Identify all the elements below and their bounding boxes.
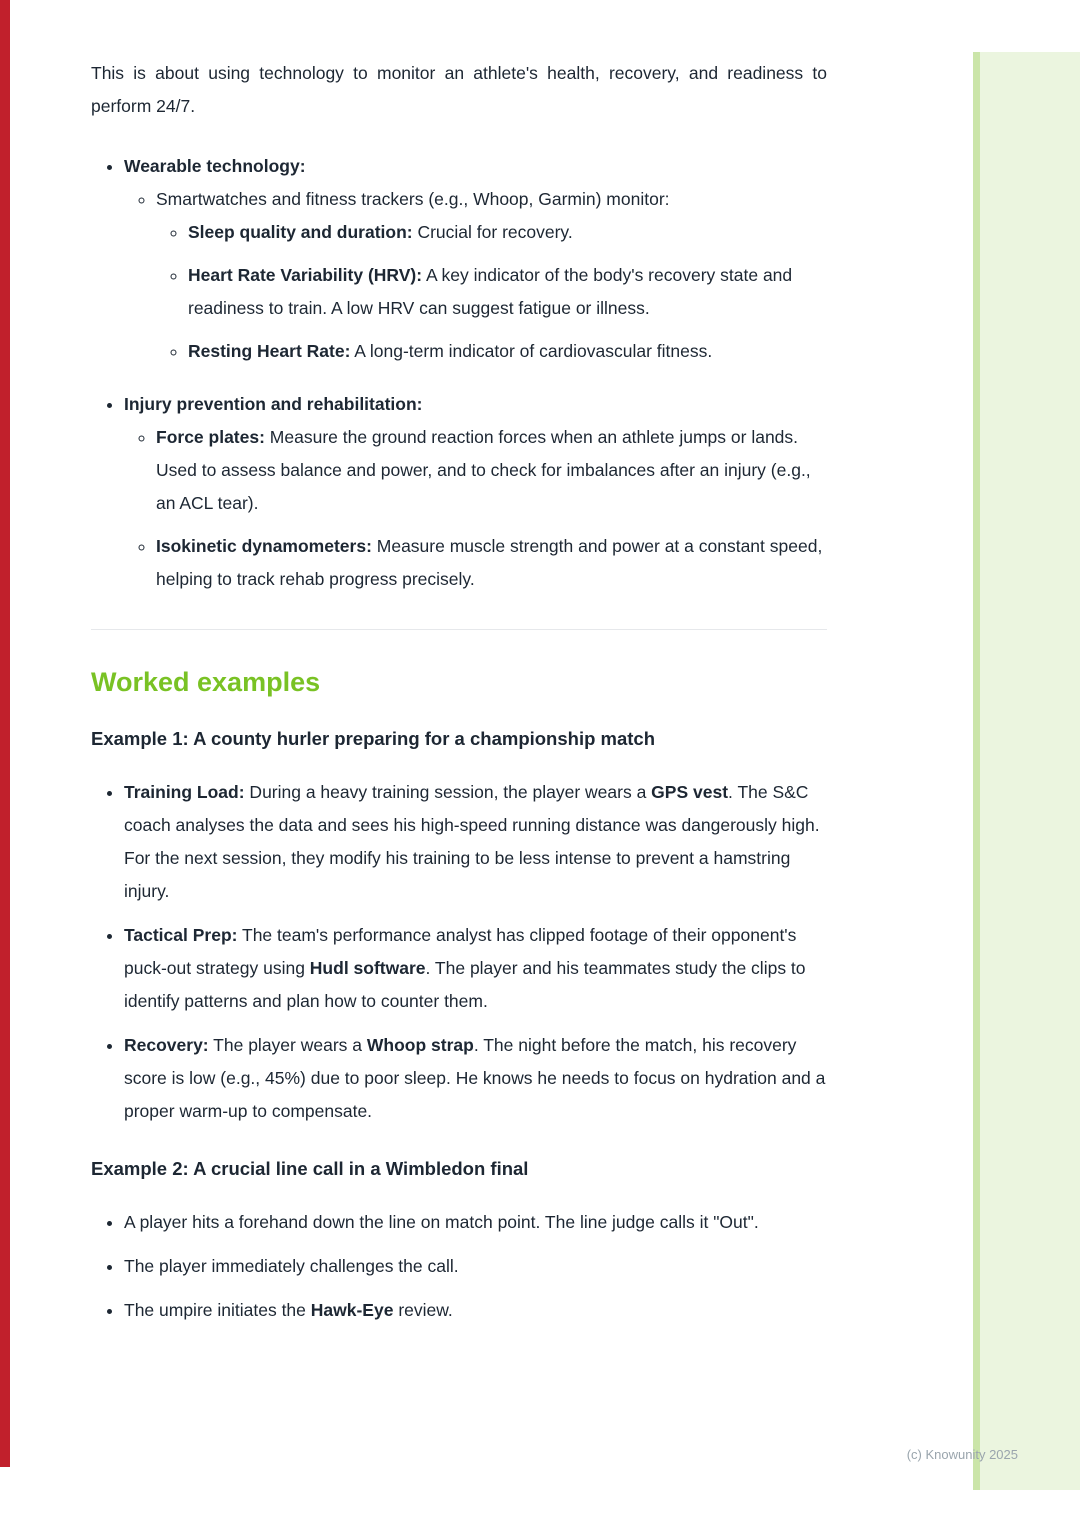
hawkeye-review-text: The umpire initiates the Hawk-Eye review. (124, 1300, 453, 1320)
section-divider (91, 629, 827, 630)
wearable-sublist (124, 183, 827, 368)
list-item-tactical-prep (124, 919, 827, 1018)
list-item-sleep-quality (188, 216, 827, 249)
list-item-resting-heart-rate (188, 335, 827, 368)
wearable-technology-title: Wearable technology: (124, 156, 306, 176)
right-accent-line (973, 52, 980, 1490)
recovery-text: Recovery: The player wears a Whoop strap. The night before the match, his recovery score is low (e.g., 45%) due to poor sleep. He knows he needs to focus on hydration and a proper warm-up to compensate. (124, 1035, 826, 1121)
list-item-smartwatches (156, 183, 827, 368)
list-item-hawkeye-review (124, 1294, 827, 1327)
example1-list (91, 776, 827, 1128)
list-item-force-plates (156, 421, 827, 520)
isokinetic-dynamometers-text: Isokinetic dynamometers: Measure muscle strength and power at a constant speed, helping to track rehab progress precisely. (156, 536, 823, 589)
resting-heart-rate-text: Resting Heart Rate: A long-term indicator of cardiovascular fitness. (188, 341, 713, 361)
list-item-line-call (124, 1206, 827, 1239)
list-item-isokinetic-dynamometers (156, 530, 827, 596)
right-accent-band (980, 52, 1080, 1490)
left-accent-bar (0, 0, 10, 1467)
list-item-recovery (124, 1029, 827, 1128)
monitoring-list (91, 150, 827, 596)
list-item-training-load (124, 776, 827, 908)
injury-sublist (124, 421, 827, 596)
sleep-quality-text: Sleep quality and duration: Crucial for recovery. (188, 222, 573, 242)
challenge-text: The player immediately challenges the call. (124, 1256, 459, 1276)
example1-heading: Example 1: A county hurler preparing for a championship match (91, 728, 656, 749)
line-call-text: A player hits a forehand down the line on match point. The line judge calls it "Out". (124, 1212, 759, 1232)
worked-examples-heading: Worked examples (91, 667, 321, 697)
list-item-injury-prevention (124, 388, 827, 596)
hrv-text: Heart Rate Variability (HRV): A key indicator of the body's recovery state and readiness to train. A low HRV can suggest fatigue or illness. (188, 265, 793, 318)
tactical-prep-text: Tactical Prep: The team's performance analyst has clipped footage of their opponent's puck-out strategy using Hudl software. The player and his teammates study the clips to identify patterns and plan how to counter them. (124, 925, 806, 1011)
intro-paragraph: This is about using technology to monitor an athlete's health, recovery, and readiness to perform 24/7. (91, 63, 827, 116)
smartwatches-text: Smartwatches and fitness trackers (e.g., Whoop, Garmin) monitor: (156, 189, 670, 209)
example2-heading: Example 2: A crucial line call in a Wimbledon final (91, 1158, 529, 1179)
force-plates-text: Force plates: Measure the ground reaction forces when an athlete jumps or lands. Used to assess balance and power, and to check for imbalances after an injury (e.g., an ACL tear). (156, 427, 811, 513)
list-item-wearable-technology (124, 150, 827, 368)
list-item-hrv (188, 259, 827, 325)
copyright-footer: (c) Knowunity 2025 (906, 1447, 1018, 1462)
list-item-challenge (124, 1250, 827, 1283)
injury-prevention-title: Injury prevention and rehabilitation: (124, 394, 423, 414)
smartwatch-metrics-list (156, 216, 827, 368)
training-load-text: Training Load: During a heavy training session, the player wears a GPS vest. The S&C coach analyses the data and sees his high-speed running distance was dangerously high. For the next session, they modify his training to be less intense to prevent a hamstring injury. (124, 782, 820, 901)
document-content (91, 57, 827, 1327)
example2-list (91, 1206, 827, 1327)
